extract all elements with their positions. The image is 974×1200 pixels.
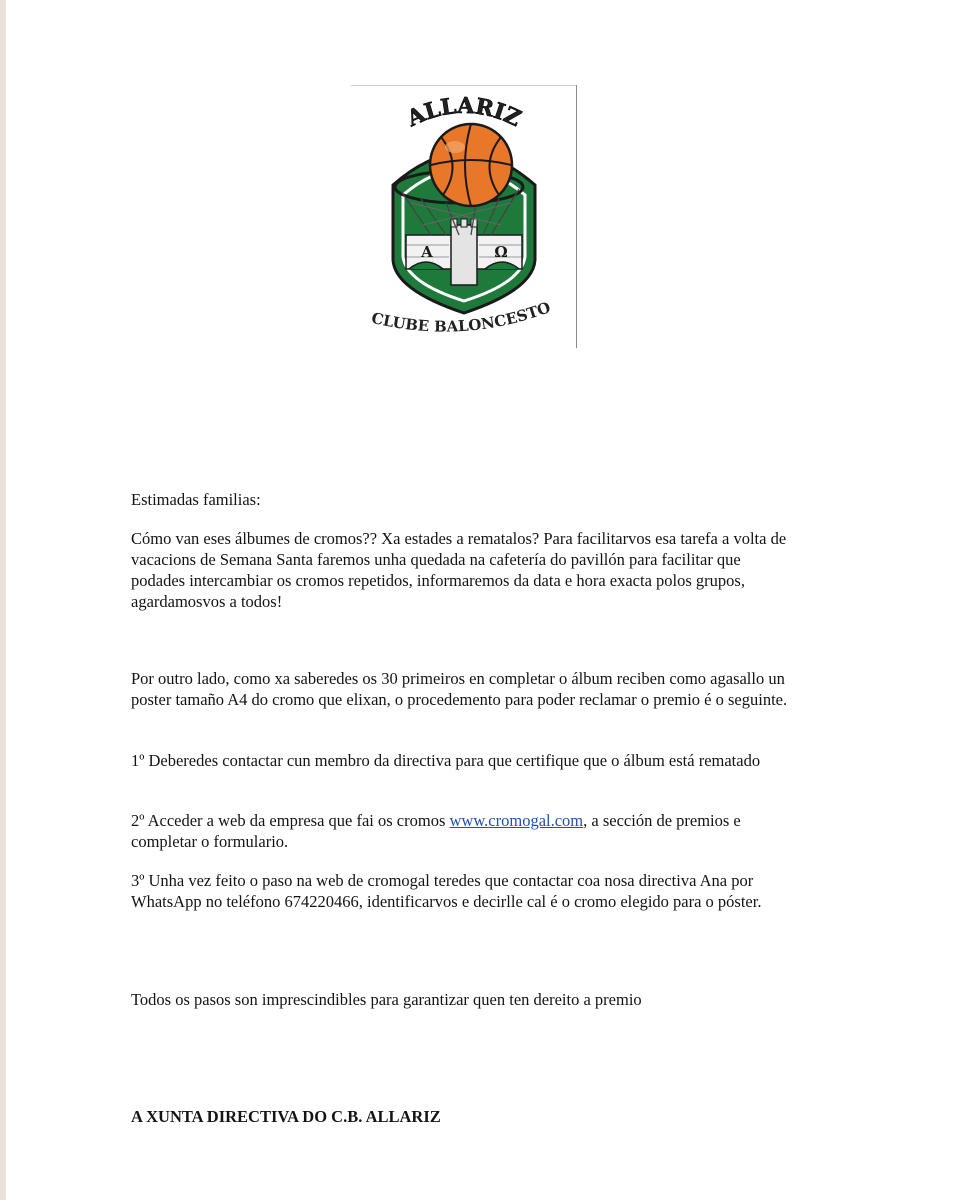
paragraph-intro: Cómo van eses álbumes de cromos?? Xa estades a rematalos? Para facilitarvos esa tarefa a volta de vacacions de Semana Santa faremos unha quedada na cafetería do pavillón para facilitar que podades intercambiar os cromos repetidos, informaremos da data e hora exacta polos grupos, agardamosvos a todos! <box>131 529 787 611</box>
alpha-letter: A <box>421 243 433 261</box>
basketball-icon <box>430 124 512 206</box>
step-1: 1º Deberedes contactar cun membro da directiva para que certifique que o álbum está rematado <box>131 751 761 770</box>
step-2 <box>131 810 791 852</box>
signature: A XUNTA DIRECTIVA DO C.B. ALLARIZ <box>131 1107 441 1126</box>
logo-subtitle: CLUBE BALONCESTO <box>369 298 553 336</box>
step-3: 3º Unha vez feito o paso na web de cromogal teredes que contactar coa nosa directiva Ana por WhatsApp no teléfono 674220466, identificarvos e decirlle cal é o cromo elegido para o póster. <box>131 871 762 911</box>
step-2-text-before: 2º Acceder a web da empresa que fai os cromos <box>131 811 450 830</box>
club-crest-icon <box>351 85 577 348</box>
step-2-text-after: , a sección de premios e completar o formulario. <box>131 811 741 851</box>
omega-letter: Ω <box>494 243 508 261</box>
paragraph-prize: Por outro lado, como xa saberedes os 30 primeiros en completar o álbum reciben como agasallo un poster tamaño A4 do cromo que elixan, o procedemento para poder reclamar o premio é o seguinte. <box>131 669 788 709</box>
closing-line: Todos os pasos son imprescindibles para garantizar quen ten dereito a premio <box>131 990 642 1009</box>
logo-title-allariz: ALLARIZ <box>403 92 525 133</box>
cromogal-link[interactable]: www.cromogal.com <box>449 811 584 830</box>
page-edge <box>0 0 6 1200</box>
greeting: Estimadas familias: <box>131 490 261 509</box>
club-logo <box>351 85 577 348</box>
tower <box>451 225 477 285</box>
